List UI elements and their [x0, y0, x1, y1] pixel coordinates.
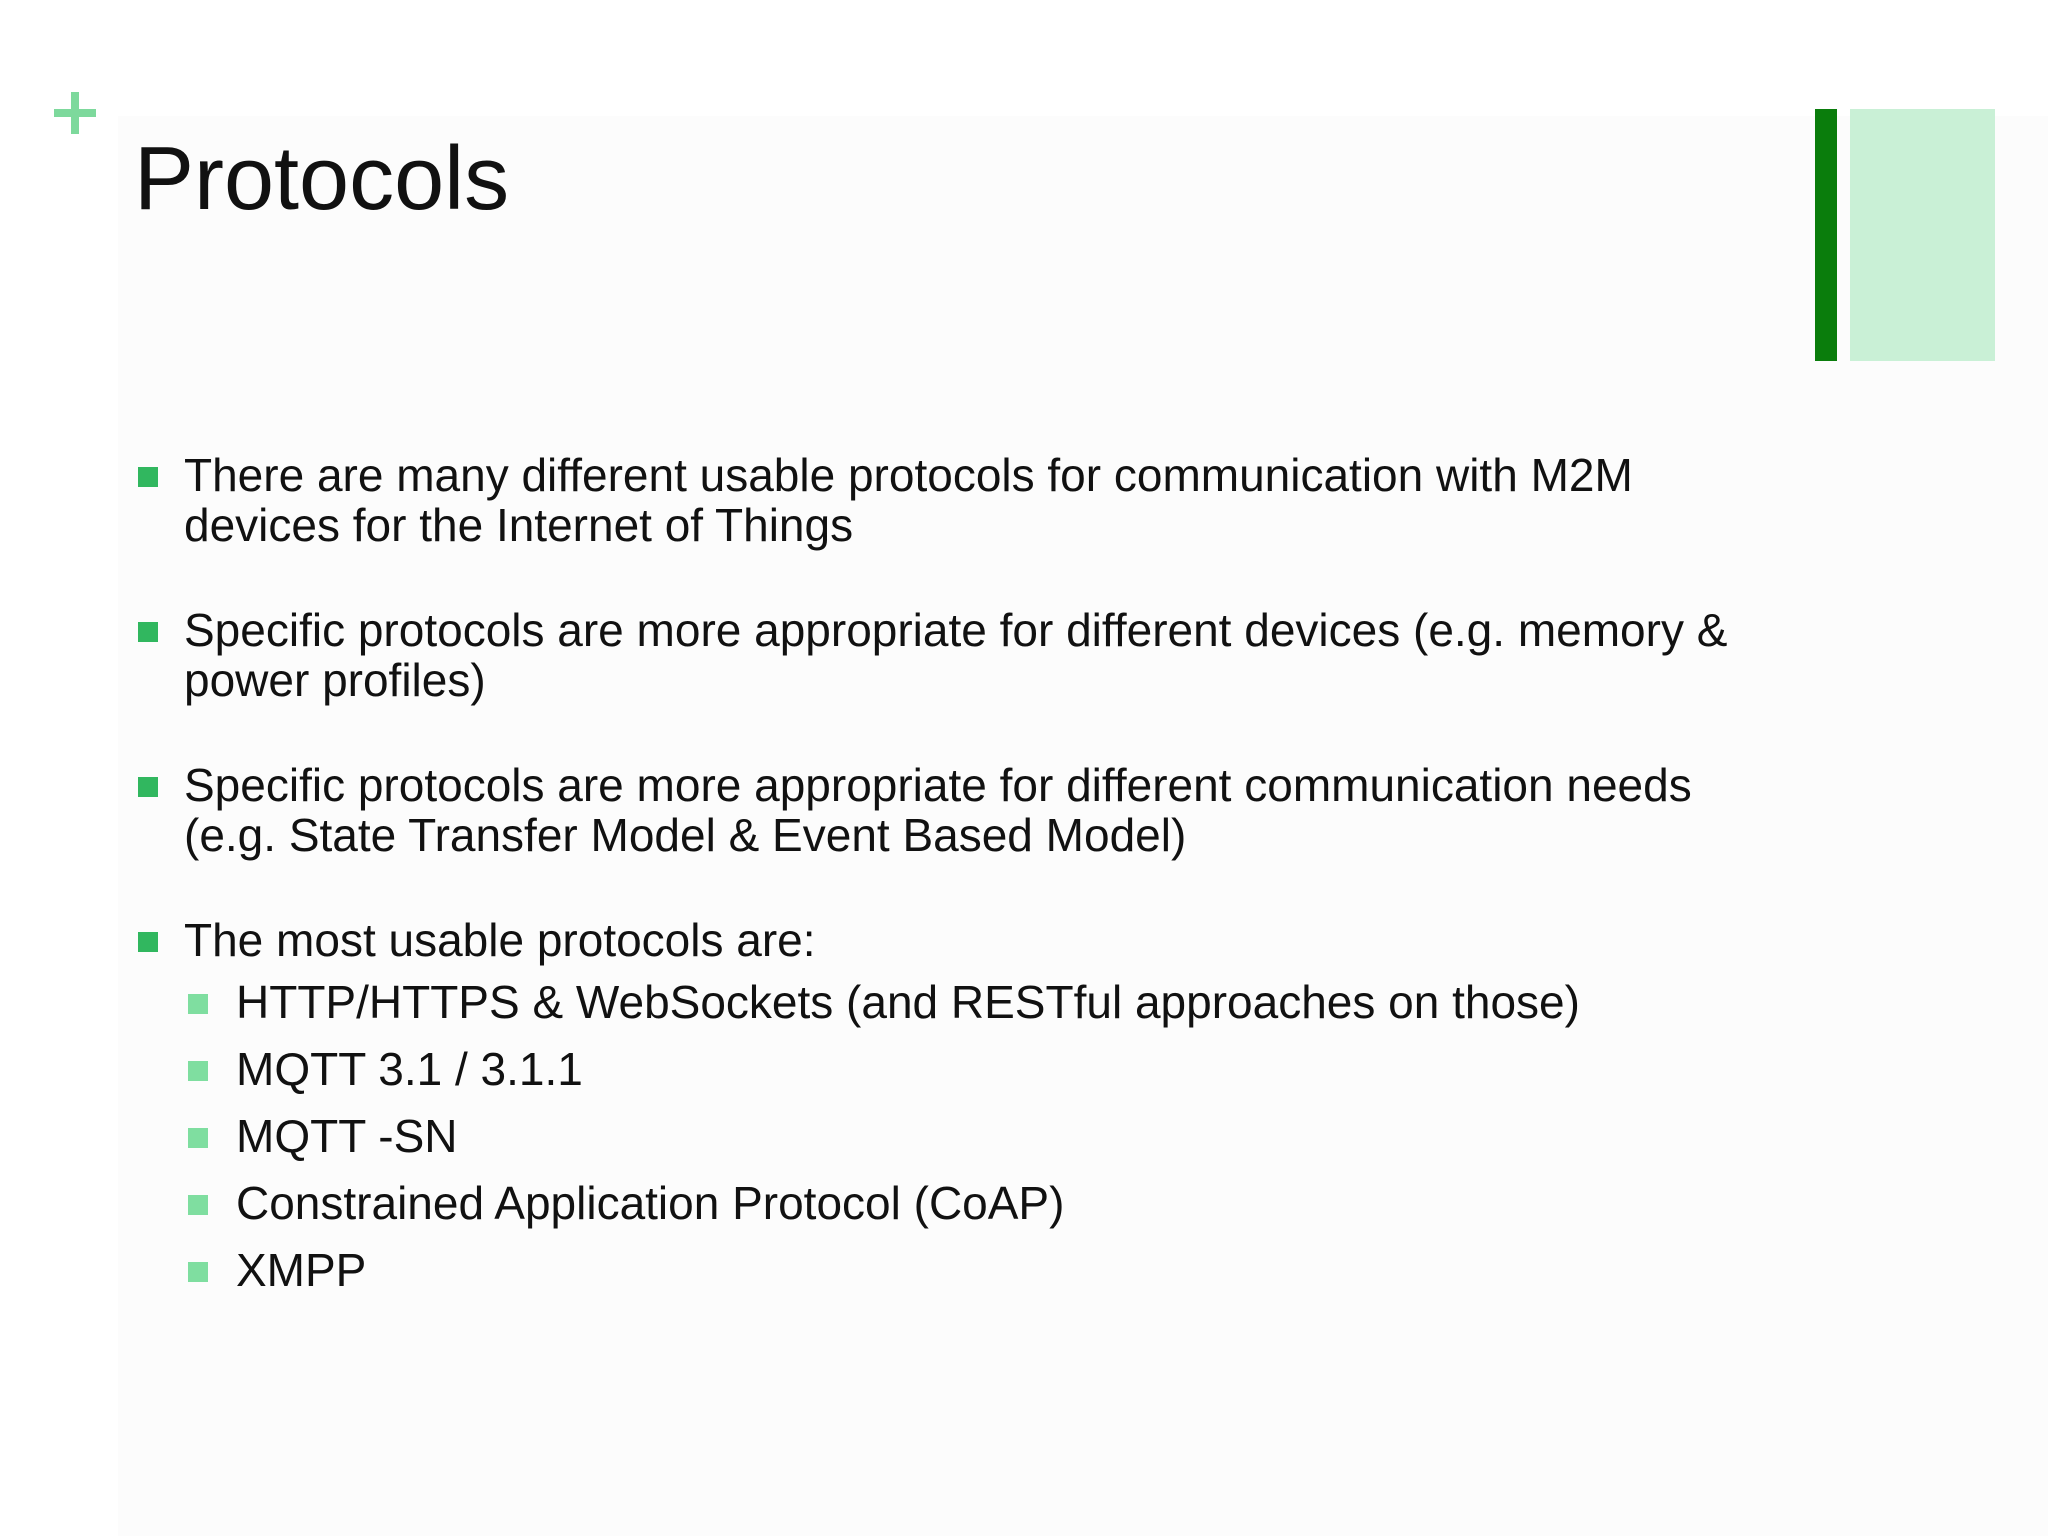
sub-bullet-text: XMPP — [236, 1244, 367, 1296]
bullet-text: There are many different usable protocols for communication with M2M devices for the Internet of Things — [184, 449, 1633, 551]
slide-title: Protocols — [134, 129, 510, 229]
sub-bullet-item — [184, 1178, 1784, 1228]
accent-bar-dark — [1815, 109, 1837, 361]
bullet-item — [134, 760, 1784, 860]
square-bullet-icon — [138, 777, 158, 797]
accent-bar-light — [1850, 109, 1995, 361]
sub-bullet-item — [184, 1111, 1784, 1161]
sub-bullet-item — [184, 977, 1784, 1027]
sub-bullet-list — [184, 977, 1784, 1295]
bullet-item — [134, 915, 1784, 1295]
square-bullet-icon — [138, 622, 158, 642]
small-square-bullet-icon — [188, 1061, 208, 1081]
sub-bullet-text: HTTP/HTTPS & WebSockets (and RESTful approaches on those) — [236, 976, 1580, 1028]
sub-bullet-item — [184, 1044, 1784, 1094]
bullet-text: The most usable protocols are: — [184, 914, 816, 966]
sub-bullet-text: MQTT 3.1 / 3.1.1 — [236, 1043, 583, 1095]
small-square-bullet-icon — [188, 1195, 208, 1215]
sub-bullet-text: MQTT -SN — [236, 1110, 458, 1162]
bullet-text: Specific protocols are more appropriate for different devices (e.g. memory & power profiles) — [184, 604, 1728, 706]
bullet-list — [134, 450, 1784, 1295]
bullet-text: Specific protocols are more appropriate for different communication needs (e.g. State Transfer Model & Event Based Model) — [184, 759, 1692, 861]
small-square-bullet-icon — [188, 1262, 208, 1282]
bullet-item — [134, 605, 1784, 705]
square-bullet-icon — [138, 467, 158, 487]
small-square-bullet-icon — [188, 1128, 208, 1148]
plus-icon — [50, 88, 100, 138]
small-square-bullet-icon — [188, 994, 208, 1014]
sub-bullet-item — [184, 1245, 1784, 1295]
sub-bullet-text: Constrained Application Protocol (CoAP) — [236, 1177, 1065, 1229]
square-bullet-icon — [138, 932, 158, 952]
bullet-item — [134, 450, 1784, 550]
